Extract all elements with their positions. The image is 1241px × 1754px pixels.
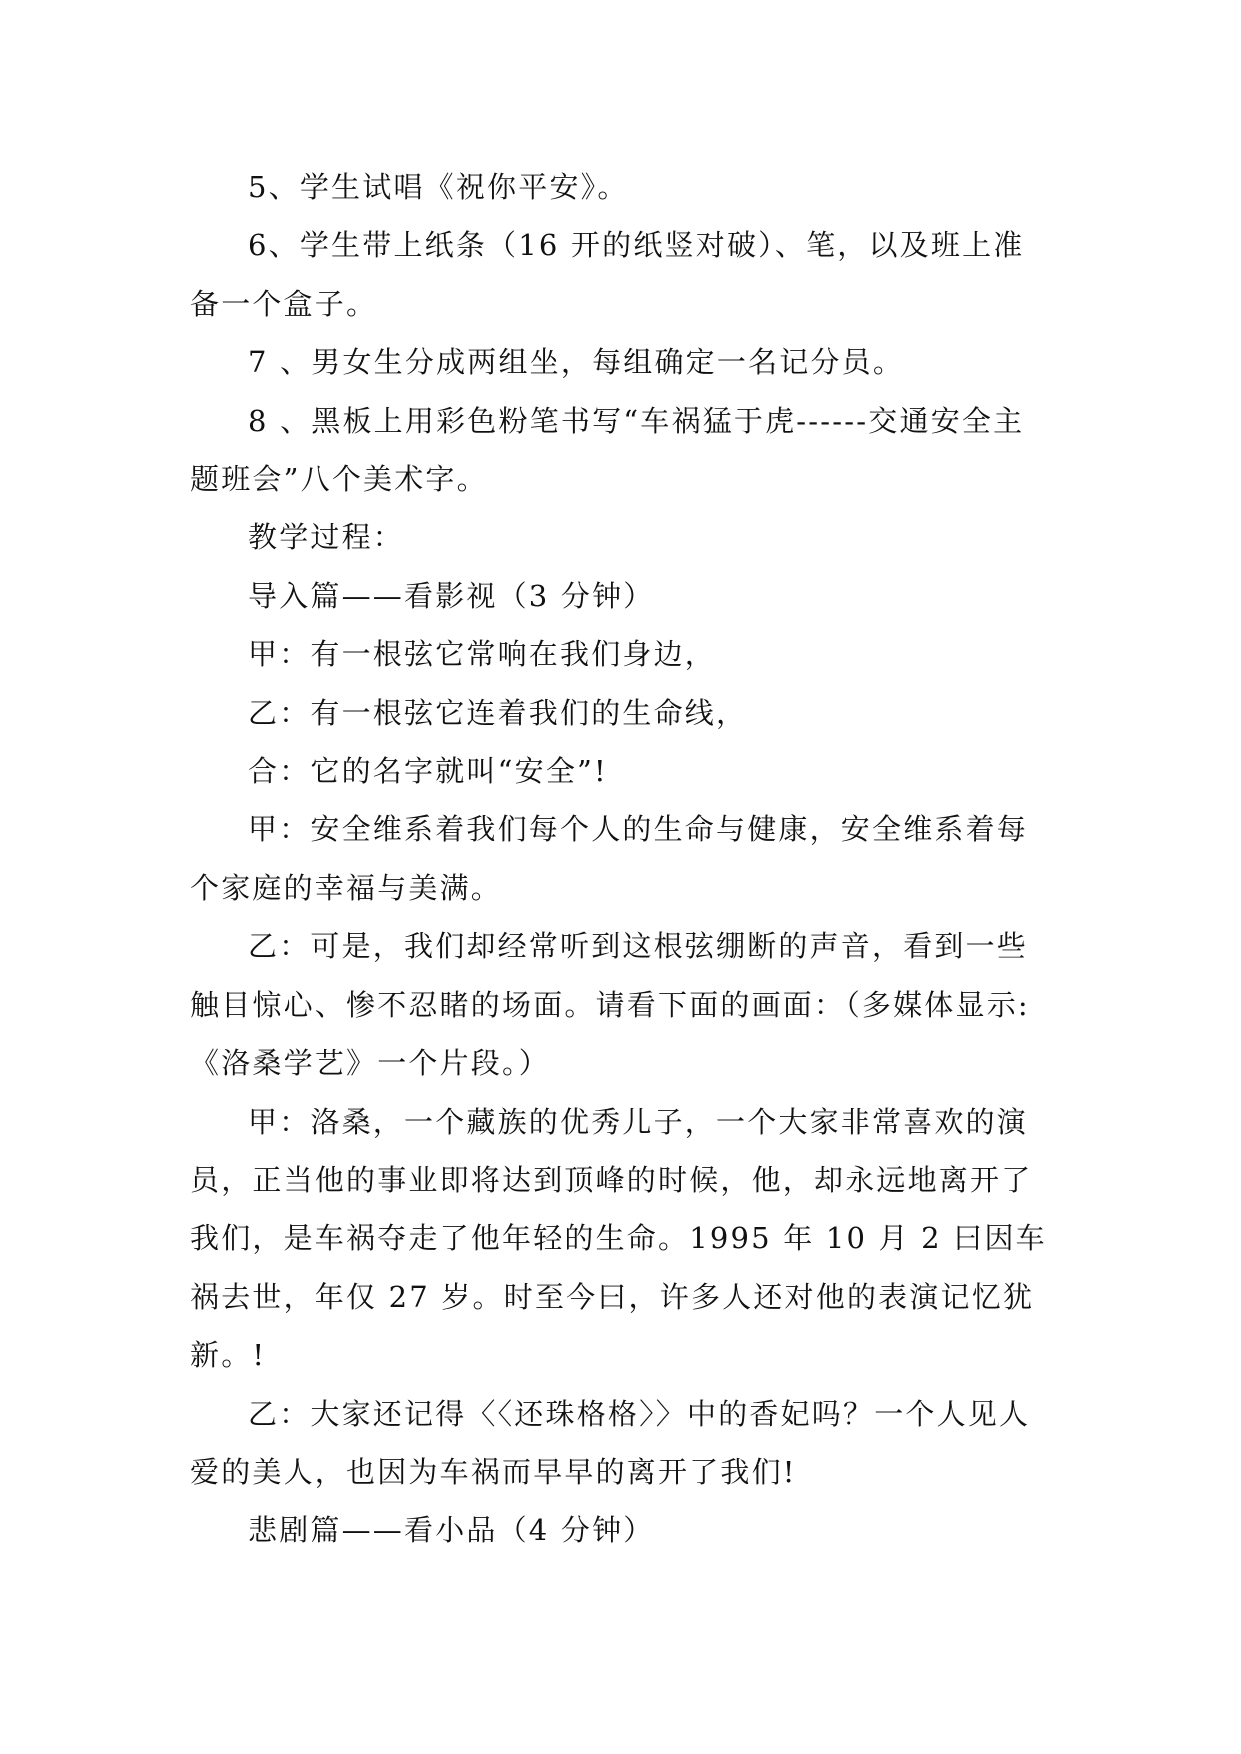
paragraph-prep-7: 7 、男女生分成两组坐，每组确定一名记分员。 (248, 345, 905, 380)
paragraph-prep-6: 6、学生带上纸条（16 开的纸竖对破）、笔，以及班上准备一个盒子。 (190, 228, 1025, 321)
dialogue-line: 乙：可是，我们却经常听到这根弦绷断的声音，看到一些触目惊心、惨不忍睹的场面。请看下面的画面：（多媒体显示:《洛桑学艺》一个片段。） (190, 929, 1030, 1081)
dialogue-line: 甲：有一根弦它常响在我们身边， (248, 637, 717, 672)
dialogue-line: 甲：安全维系着我们每个人的生命与健康，安全维系着每个家庭的幸福与美满。 (190, 812, 1029, 905)
section-heading-intro: 导入篇——看影视（3 分钟） (248, 578, 655, 613)
section-heading-teaching-process: 教学过程： (248, 520, 405, 555)
dialogue-line: 合：它的名字就叫“安全”! (248, 754, 608, 789)
section-heading-tragedy: 悲剧篇——看小品（4 分钟） (248, 1513, 655, 1548)
document-body (190, 158, 1048, 1560)
dialogue-line: 甲：洛桑，一个藏族的优秀儿子，一个大家非常喜欢的演员，正当他的事业即将达到顶峰的时候，他，却永远地离开了我们，是车祸夺走了他年轻的生命。1995 年 10 月 2 曰因车祸去世，年仅 27 岁。时至今曰，许多人还对他的表演记忆犹新。! (190, 1104, 1047, 1373)
paragraph-prep-8: 8 、黑板上用彩色粉笔书写“车祸猛于虎------交通安全主题班会”八个美术字。 (190, 403, 1025, 497)
dialogue-line: 乙：有一根弦它连着我们的生命线， (248, 695, 748, 730)
paragraph-prep-5: 5、学生试唱《祝你平安》。 (248, 170, 629, 204)
dialogue-line: 乙：大家还记得〈〈还珠格格〉〉中的香妃吗？一个人见人爱的美人，也因为车祸而早早的离开了我们! (190, 1396, 1031, 1489)
